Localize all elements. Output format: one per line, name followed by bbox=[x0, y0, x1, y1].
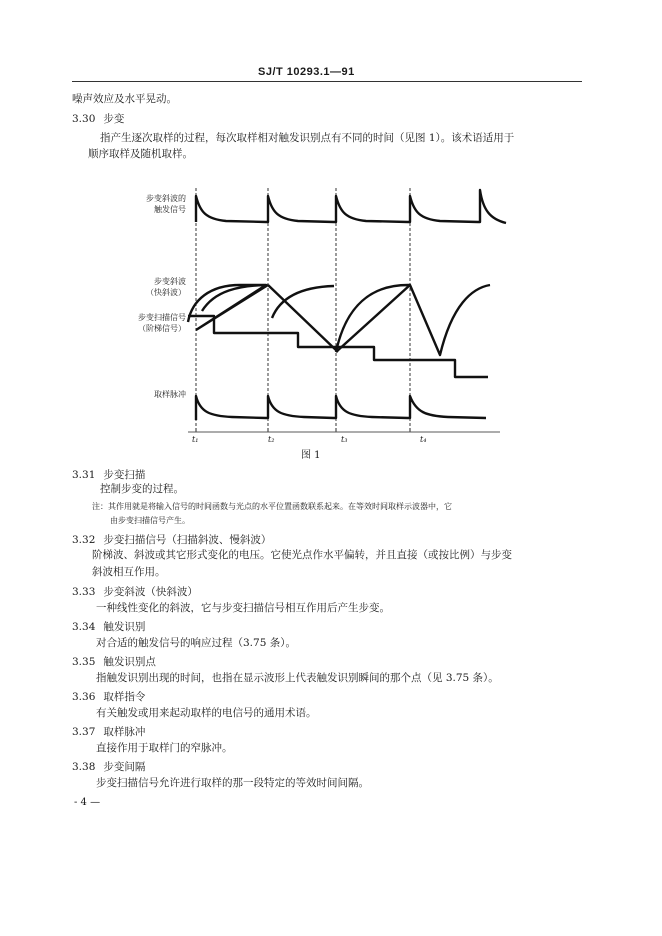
section-number: 3.34 bbox=[72, 621, 96, 633]
section-3-34-body: 对合适的触发信号的响应过程（3.75 条）。 bbox=[96, 637, 296, 649]
section-title: 触发识别点 bbox=[103, 656, 156, 668]
section-number: 3.38 bbox=[72, 761, 96, 773]
section-title: 触发识别 bbox=[103, 621, 146, 633]
section-3-30-body-line2: 顺序取样及随机取样。 bbox=[88, 148, 193, 160]
figure-caption: 图 1 bbox=[301, 450, 321, 461]
section-title: 步变扫描 bbox=[103, 469, 146, 481]
section-3-32-body-line1: 阶梯波、斜波或其它形式变化的电压。它使光点作水平偏转，并且直接（或按比例）与步变 bbox=[92, 549, 512, 561]
section-3-37-body: 直接作用于取样门的窄脉冲。 bbox=[96, 742, 233, 754]
page-number: - 4 — bbox=[74, 797, 101, 808]
section-3-34-heading bbox=[72, 619, 145, 634]
figure-label-pulse: 取样脉冲 bbox=[154, 390, 186, 399]
label-line: 步变扫描信号 bbox=[138, 313, 186, 322]
section-number: 3.35 bbox=[72, 656, 96, 668]
time-label-t4: t₄ bbox=[420, 435, 427, 444]
section-3-32-body-line2: 斜波相互作用。 bbox=[92, 566, 166, 578]
time-label-t2: t₂ bbox=[268, 435, 275, 444]
section-number: 3.33 bbox=[72, 586, 96, 598]
section-title: 步变扫描信号（扫描斜波、慢斜波） bbox=[103, 534, 272, 546]
section-3-33-heading bbox=[72, 584, 198, 599]
time-label-t3: t₃ bbox=[341, 435, 348, 444]
sampling-pulse-wave bbox=[196, 396, 486, 420]
section-number: 3.32 bbox=[72, 534, 96, 546]
label-line: （阶梯信号） bbox=[138, 324, 186, 333]
section-3-35-heading bbox=[72, 654, 156, 669]
section-3-36-body: 有关触发或用来起动取样的电信号的通用术语。 bbox=[96, 707, 317, 719]
section-title: 步变 bbox=[103, 113, 125, 125]
section-number: 3.31 bbox=[72, 469, 96, 481]
section-3-31-note-line1: 注：其作用就是将输入信号的时间函数与光点的水平位置函数联系起来。在等效时间取样示波器中，它 bbox=[92, 502, 452, 511]
label-line: 步变斜波的 bbox=[146, 194, 186, 203]
fast-ramp-wave bbox=[188, 285, 490, 355]
section-title: 取样脉冲 bbox=[103, 726, 146, 738]
section-3-35-body: 指触发识别出现的时间，也指在显示波形上代表触发识别瞬间的那个点（见 3.75 条）。 bbox=[96, 672, 499, 684]
label-line: 触发信号 bbox=[154, 205, 186, 214]
trigger-signal-wave bbox=[196, 190, 506, 223]
section-title: 步变间隔 bbox=[103, 761, 146, 773]
section-3-31-note-line2: 由步变扫描信号产生。 bbox=[110, 516, 190, 525]
document-header-code: SJ/T 10293.1—91 bbox=[258, 66, 355, 78]
section-3-38-body: 步变扫描信号允许进行取样的那一段特定的等效时间间隔。 bbox=[96, 777, 369, 789]
label-line: （快斜波） bbox=[146, 288, 186, 297]
section-3-31-body: 控制步变的过程。 bbox=[100, 483, 184, 495]
section-3-38-heading bbox=[72, 759, 145, 774]
time-label-t1: t₁ bbox=[192, 435, 199, 444]
label-line: 步变斜波 bbox=[154, 277, 186, 286]
section-number: 3.30 bbox=[72, 113, 96, 125]
section-3-32-heading bbox=[72, 532, 271, 547]
section-number: 3.36 bbox=[72, 691, 96, 703]
section-3-30-body-line1: 指产生逐次取样的过程，每次取样相对触发识别点有不同的时间（见图 1）。该术语适用于 bbox=[100, 132, 515, 144]
section-title: 步变斜波（快斜波） bbox=[103, 586, 198, 598]
section-3-37-heading bbox=[72, 724, 145, 739]
section-3-31-heading bbox=[72, 467, 145, 482]
section-number: 3.37 bbox=[72, 726, 96, 738]
section-3-36-heading bbox=[72, 689, 145, 704]
section-3-33-body: 一种线性变化的斜波，它与步变扫描信号相互作用后产生步变。 bbox=[96, 602, 390, 614]
intro-line: 噪声效应及水平晃动。 bbox=[72, 93, 177, 105]
section-title: 取样指令 bbox=[103, 691, 146, 703]
